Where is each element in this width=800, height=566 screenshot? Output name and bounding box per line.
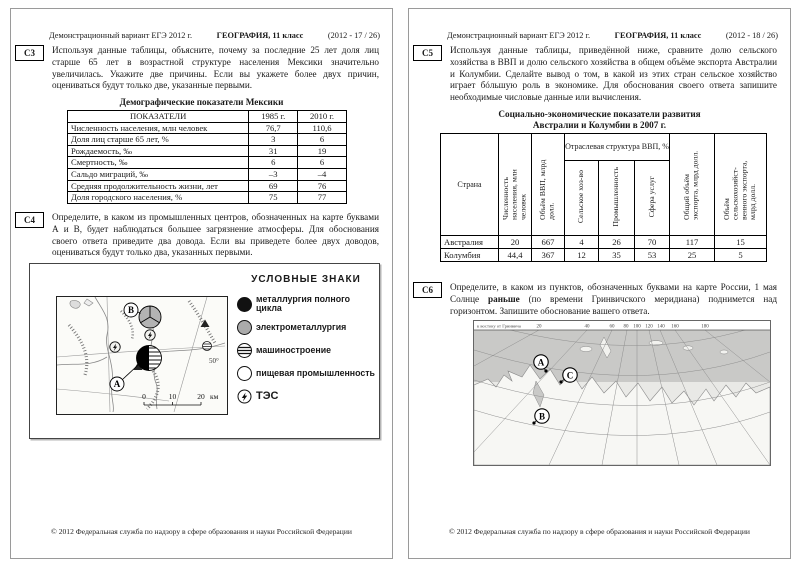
triangle-marker bbox=[201, 320, 210, 328]
value-cell: –4 bbox=[298, 168, 347, 180]
meridian-label: 160 bbox=[671, 324, 679, 330]
legend-item bbox=[236, 295, 376, 313]
full-cycle-metallurgy-icon bbox=[236, 296, 253, 313]
value-cell: 70 bbox=[635, 236, 670, 249]
legend-label: ТЭС bbox=[256, 390, 279, 403]
table-title-line2: Австралии и Колумбии в 2007 г. bbox=[532, 119, 667, 130]
svg-text:А: А bbox=[113, 379, 121, 390]
value-cell: 53 bbox=[635, 249, 670, 262]
table-title-line1: Социально-экономические показатели развития bbox=[498, 109, 701, 119]
meridian-label: 180 bbox=[701, 324, 709, 330]
legend-label: машиностроение bbox=[256, 345, 332, 356]
value-cell: 77 bbox=[298, 192, 347, 204]
meridian-label: 80 bbox=[623, 324, 629, 330]
value-cell: 367 bbox=[532, 249, 565, 262]
value-cell: 44,4 bbox=[499, 249, 532, 262]
indicator-cell: Доля лиц старше 65 лет, % bbox=[68, 134, 249, 146]
svg-text:км: км bbox=[210, 392, 219, 401]
header-page-number: (2012 - 18 / 26) bbox=[725, 31, 778, 40]
table-row bbox=[68, 134, 347, 146]
indicator-cell: Сальдо миграций, ‰ bbox=[68, 168, 249, 180]
indicator-cell: Средняя продолжительность жизни, лет bbox=[68, 180, 249, 192]
page-footer: © 2012 Федеральная служба по надзору в сфере образования и науки Российской Федерации bbox=[449, 527, 750, 536]
column-header-population: Численность населения, млн человек bbox=[499, 134, 532, 236]
column-header-export: Общий объём экспорта, млрд долл. bbox=[670, 134, 715, 236]
value-cell: 6 bbox=[249, 157, 298, 169]
indicator-cell: Численность населения, млн человек bbox=[68, 122, 249, 134]
column-header: 2010 г. bbox=[298, 111, 347, 123]
table-row bbox=[68, 145, 347, 157]
meridian-label: 60 bbox=[609, 324, 615, 330]
food-industry-icon bbox=[236, 365, 253, 382]
russia-map bbox=[473, 320, 771, 466]
table-header-row bbox=[441, 134, 767, 161]
industrial-map-figure bbox=[29, 263, 380, 439]
value-cell: 5 bbox=[715, 249, 767, 262]
indicator-cell: Доля городского населения, % bbox=[68, 192, 249, 204]
question-c3 bbox=[15, 45, 379, 92]
c6-text-bold: раньше bbox=[487, 293, 520, 304]
table-header-row bbox=[68, 111, 347, 123]
page-right bbox=[408, 8, 791, 559]
c6-text-part: Определите, в каком из пунктов, обозначенных буквами на карте России, 1 мая Солнце bbox=[450, 282, 777, 304]
question-c6 bbox=[413, 282, 777, 317]
indicator-cell: Смертность, ‰ bbox=[68, 157, 249, 169]
legend-label: пищевая промышленность bbox=[256, 368, 375, 379]
column-header: ПОКАЗАТЕЛИ bbox=[68, 111, 249, 123]
meridian-label: 120 bbox=[645, 324, 653, 330]
column-header-industry: Промышленность bbox=[599, 161, 635, 236]
legend-item bbox=[236, 319, 376, 336]
meridian-label: 40 bbox=[584, 324, 590, 330]
machine-building-icon bbox=[236, 342, 253, 359]
question-c3-label: С3 bbox=[15, 45, 44, 61]
value-cell: 20 bbox=[499, 236, 532, 249]
russia-map-drawing bbox=[474, 321, 770, 465]
industrial-map-drawing bbox=[57, 297, 225, 412]
label-a bbox=[110, 377, 124, 391]
demographics-table-title: Демографические показатели Мексики bbox=[119, 97, 284, 107]
header-subject: ГЕОГРАФИЯ, 11 класс bbox=[216, 31, 304, 40]
table-row bbox=[68, 122, 347, 134]
electrometallurgy-icon bbox=[236, 319, 253, 336]
question-c6-label: С6 bbox=[413, 282, 442, 298]
page-header bbox=[447, 31, 778, 40]
value-cell: 69 bbox=[249, 180, 298, 192]
legend-label: электрометаллургия bbox=[256, 322, 347, 333]
table-row bbox=[68, 180, 347, 192]
value-cell: 26 bbox=[599, 236, 635, 249]
legend-title: УСЛОВНЫЕ ЗНАКИ bbox=[251, 274, 361, 285]
socioeconomic-table bbox=[440, 133, 767, 262]
svg-text:10: 10 bbox=[168, 392, 177, 401]
table-row bbox=[68, 192, 347, 204]
value-cell: 4 bbox=[565, 236, 599, 249]
column-header-agri-export: Объём сельскохозяйст-венного экспорта, млрд долл. bbox=[715, 134, 767, 236]
latitude-label: 50° bbox=[209, 357, 219, 365]
question-c4-label: С4 bbox=[15, 212, 44, 228]
legend-item bbox=[236, 365, 376, 382]
question-c4 bbox=[15, 212, 379, 259]
value-cell: 19 bbox=[298, 145, 347, 157]
page-left bbox=[10, 8, 393, 559]
table-row bbox=[441, 236, 767, 249]
table-row bbox=[441, 249, 767, 262]
small-machine-building-symbol bbox=[202, 342, 212, 351]
value-cell: 15 bbox=[715, 236, 767, 249]
column-header-agriculture: Сельское хоз-во bbox=[565, 161, 599, 236]
meridian-label: 100 bbox=[633, 324, 641, 330]
center-b-symbol bbox=[139, 306, 161, 328]
label-b bbox=[124, 303, 138, 317]
column-group-gdp-structure: Отраслевая структура ВВП, % bbox=[565, 134, 670, 161]
legend-label: металлургия полного цикла bbox=[256, 294, 351, 314]
industrial-centers-map bbox=[56, 296, 228, 415]
svg-text:С: С bbox=[566, 370, 574, 381]
header-subject: ГЕОГРАФИЯ, 11 класс bbox=[614, 31, 702, 40]
svg-text:В: В bbox=[127, 305, 135, 316]
header-variant: Демонстрационный вариант ЕГЭ 2012 г. bbox=[49, 31, 193, 40]
column-header-services: Сфера услуг bbox=[635, 161, 670, 236]
value-cell: 12 bbox=[565, 249, 599, 262]
header-page-number: (2012 - 17 / 26) bbox=[327, 31, 380, 40]
legend-item bbox=[236, 388, 376, 405]
question-c4-text: Определите, в каком из промышленных центров, обозначенных на карте буквами А и В, будет наблюдаться большее загрязнение атмосферы. Для обоснования своего ответа приведите два довода. Если вы приведете более двух доводов, оцениваться будут только два, указанных первыми. bbox=[52, 212, 379, 258]
svg-text:В: В bbox=[538, 411, 546, 422]
value-cell: 25 bbox=[670, 249, 715, 262]
country-cell: Колумбия bbox=[441, 249, 499, 262]
meridian-label: 140 bbox=[657, 324, 665, 330]
meridian-label: 20 bbox=[536, 324, 542, 330]
question-c6-text bbox=[450, 282, 777, 317]
greenwich-axis-label: к востоку от Гринвича bbox=[477, 323, 521, 329]
thermal-power-icon bbox=[236, 388, 253, 405]
header-variant: Демонстрационный вариант ЕГЭ 2012 г. bbox=[447, 31, 591, 40]
value-cell: 667 bbox=[532, 236, 565, 249]
tpp-symbol bbox=[145, 330, 155, 340]
svg-text:0: 0 bbox=[142, 392, 146, 401]
value-cell: –3 bbox=[249, 168, 298, 180]
svg-text:А: А bbox=[537, 357, 545, 368]
value-cell: 76 bbox=[298, 180, 347, 192]
column-header-country: Страна bbox=[441, 134, 499, 236]
value-cell: 110,6 bbox=[298, 122, 347, 134]
value-cell: 117 bbox=[670, 236, 715, 249]
c6-text-part: (по времени Гринвичского меридиана) поднимется над горизонтом. Запишите обоснование вашего ответа. bbox=[450, 293, 777, 316]
value-cell: 31 bbox=[249, 145, 298, 157]
page-footer: © 2012 Федеральная служба по надзору в сфере образования и науки Российской Федерации bbox=[51, 527, 352, 536]
country-cell: Австралия bbox=[441, 236, 499, 249]
value-cell: 75 bbox=[249, 192, 298, 204]
table-row bbox=[68, 168, 347, 180]
value-cell: 35 bbox=[599, 249, 635, 262]
value-cell: 76,7 bbox=[249, 122, 298, 134]
question-c5-text: Используя данные таблицы, приведённой ниже, сравните долю сельского хозяйства в ВВП и долю сельского хозяйства в общем объёме экспорта Австралии и Колумбии. Сделайте вывод о том, в какой из этих стран сельское хозяйство играет бóльшую роль в экономике. Для обоснования своего ответа запишите необходимые числовые данные или вычисления. bbox=[450, 45, 777, 103]
map-legend bbox=[236, 270, 376, 411]
socioeconomic-table-title bbox=[409, 109, 790, 130]
tpp-symbol bbox=[110, 342, 120, 352]
table-row bbox=[68, 157, 347, 169]
indicator-cell: Рождаемость, ‰ bbox=[68, 145, 249, 157]
svg-text:20: 20 bbox=[197, 392, 205, 401]
legend-item bbox=[236, 342, 376, 359]
question-c5-label: С5 bbox=[413, 45, 442, 61]
page-header bbox=[49, 31, 380, 40]
question-c3-text: Используя данные таблицы, объясните, почему за последние 25 лет доля лиц старше 65 лет в возрастной структуре населения Мексики значительно увеличилась. Укажите две причины. Если вы укажете более двух причин, оцениваться будут только две, указанные первыми. bbox=[52, 45, 379, 91]
center-a-symbol bbox=[137, 346, 163, 371]
question-c5 bbox=[413, 45, 777, 104]
column-header-gdp: Объём ВВП, млрд долл. bbox=[532, 134, 565, 236]
value-cell: 6 bbox=[298, 157, 347, 169]
value-cell: 3 bbox=[249, 134, 298, 146]
demographics-table bbox=[67, 110, 347, 204]
column-header: 1985 г. bbox=[249, 111, 298, 123]
value-cell: 6 bbox=[298, 134, 347, 146]
